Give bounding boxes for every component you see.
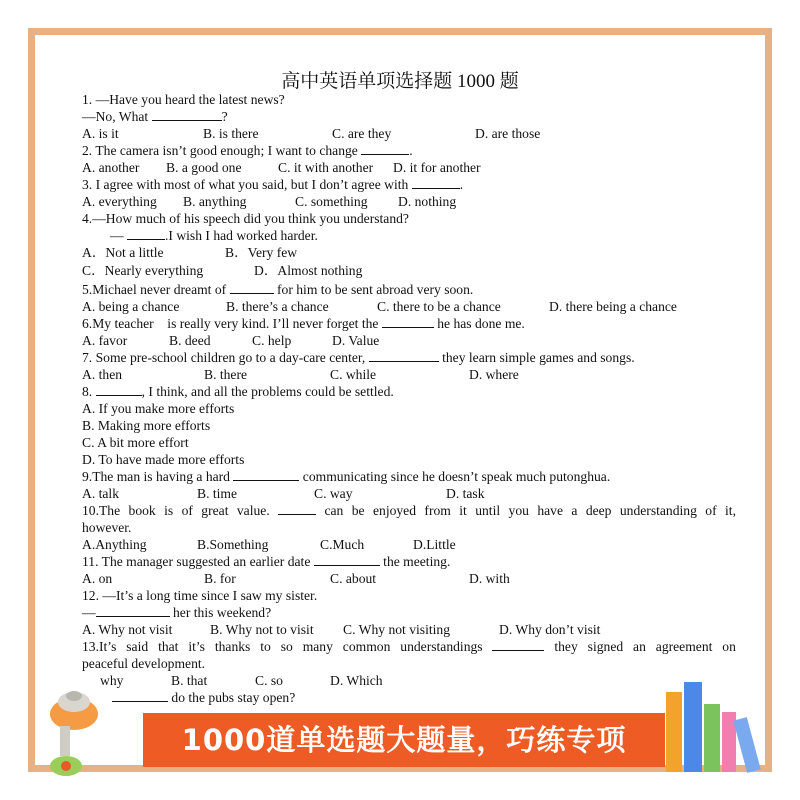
question-4-options-ab (82, 244, 736, 262)
option-a[interactable]: A.Anything (82, 536, 147, 552)
option-d[interactable]: D. where (469, 366, 519, 382)
option-d[interactable]: D. are those (475, 126, 541, 141)
answer-blank[interactable] (96, 383, 142, 396)
option-b[interactable]: B.Something (197, 536, 269, 552)
answer-blank[interactable] (96, 604, 170, 617)
answer-blank[interactable] (278, 502, 316, 515)
option-c[interactable]: C. it with another (278, 160, 374, 175)
question-8-option-a[interactable]: A. If you make more efforts (82, 400, 235, 416)
option-b[interactable]: B. a good one (166, 160, 242, 175)
question-6-stem: 6.My teacher is really very kind. I’ll never forget the he has done me. (82, 315, 525, 331)
question-10-line2: however. (82, 519, 132, 535)
option-d[interactable]: D. Why don’t visit (499, 621, 601, 637)
option-c[interactable]: C. help (252, 332, 292, 348)
question-4-options-cd (82, 262, 736, 280)
question-12-stem: 12. —It’s a long time since I saw my sister. (82, 587, 318, 603)
question-11-stem: 11. The manager suggested an earlier date the meeting. (82, 553, 451, 569)
question-12-options (82, 621, 736, 638)
question-9-stem: 9.The man is having a hard communicating since he doesn’t speak much putonghua. (82, 468, 611, 484)
question-13-options (82, 672, 736, 689)
option-d[interactable]: D.Little (413, 536, 456, 552)
option-a[interactable]: A. on (82, 570, 113, 586)
question-2-stem: 2. The camera isn’t good enough; I want to change . (82, 143, 413, 158)
option-d[interactable]: D. Which (330, 672, 383, 688)
option-c[interactable]: C. so (255, 672, 283, 688)
question-13-stem: 13.It’s said that it’s thanks to so many common understandings they signed an agreement on (82, 638, 736, 654)
question-4-line2: — .I wish I had worked harder. (110, 228, 318, 243)
question-list (82, 91, 736, 706)
question-14-stem: do the pubs stay open? (82, 689, 736, 706)
option-d[interactable]: D. it for another (393, 160, 481, 175)
option-c[interactable]: C. while (330, 366, 377, 382)
answer-blank[interactable] (492, 638, 544, 651)
option-d[interactable]: D. there being a chance (549, 298, 677, 314)
option-a[interactable]: A．Not a little (82, 245, 164, 260)
question-10-stem: 10.The book is of great value. can be enjoyed from it until you have a deep understanding of it, (82, 502, 736, 518)
option-a[interactable]: why (100, 672, 124, 688)
option-b[interactable]: B. anything (183, 194, 247, 209)
question-6-options (82, 332, 736, 349)
option-a[interactable]: A. Why not visit (82, 621, 173, 637)
answer-blank[interactable] (369, 349, 439, 362)
option-d[interactable]: D. task (446, 485, 485, 501)
option-b[interactable]: B. there (204, 366, 248, 382)
option-d[interactable]: D．Almost nothing (254, 263, 363, 279)
question-9-options (82, 485, 736, 502)
answer-blank[interactable] (152, 108, 222, 121)
option-c[interactable]: C. something (295, 194, 368, 209)
answer-blank[interactable] (233, 468, 299, 481)
answer-blank[interactable] (382, 315, 434, 328)
option-c[interactable]: C．Nearly everything (82, 263, 204, 279)
question-8-stem: 8. , I think, and all the problems could be settled. (82, 383, 394, 399)
option-c[interactable]: C. about (330, 570, 377, 586)
option-b[interactable]: B. time (197, 485, 238, 501)
option-c[interactable]: C. Why not visiting (343, 621, 450, 637)
option-a[interactable]: A. another (82, 160, 140, 175)
option-c[interactable]: C. there to be a chance (377, 298, 501, 314)
question-2-options (82, 159, 736, 176)
question-4-stem: 4.—How much of his speech did you think you understand? (82, 211, 409, 226)
option-a[interactable]: A. talk (82, 485, 119, 501)
question-1-options (82, 125, 736, 142)
page-title: 高中英语单项选择题 1000 题 (281, 71, 519, 92)
option-b[interactable]: B. there’s a chance (226, 298, 329, 314)
question-3-stem: 3. I agree with most of what you said, but I don’t agree with . (82, 177, 464, 192)
option-b[interactable]: B. Why not to visit (210, 621, 314, 637)
option-a[interactable]: A. everything (82, 194, 157, 209)
option-c[interactable]: C.Much (320, 536, 365, 552)
option-c[interactable]: C. way (314, 485, 353, 501)
option-b[interactable]: B. that (171, 672, 208, 688)
option-d[interactable]: D. nothing (398, 194, 457, 209)
promo-banner-text: 1000道单选题大题量，巧练专项 (181, 723, 627, 757)
option-d[interactable]: D. with (469, 570, 510, 586)
option-a[interactable]: A. is it (82, 126, 119, 141)
question-5-options (82, 298, 736, 315)
books-icon (660, 672, 770, 777)
question-7-options (82, 366, 736, 383)
question-8-option-d[interactable]: D. To have made more efforts (82, 451, 245, 467)
option-b[interactable]: B．Very few (225, 245, 298, 260)
question-1-line2: —No, What ? (82, 109, 228, 124)
desk-lamp-icon (40, 672, 150, 782)
answer-blank[interactable] (230, 281, 274, 294)
option-b[interactable]: B. is there (203, 126, 259, 141)
question-3-options (82, 193, 736, 210)
answer-blank[interactable] (361, 142, 409, 155)
option-d[interactable]: D. Value (332, 332, 380, 348)
question-8-option-c[interactable]: C. A bit more effort (82, 434, 189, 450)
option-a[interactable]: A. favor (82, 332, 128, 348)
option-a[interactable]: A. then (82, 366, 123, 382)
question-1-stem: 1. —Have you heard the latest news? (82, 92, 285, 107)
question-8-option-b[interactable]: B. Making more efforts (82, 417, 211, 433)
answer-blank[interactable] (412, 176, 460, 189)
answer-blank[interactable] (314, 553, 380, 566)
option-a[interactable]: A. being a chance (82, 298, 180, 314)
option-b[interactable]: B. for (204, 570, 236, 586)
option-b[interactable]: B. deed (169, 332, 211, 348)
question-10-options (82, 536, 736, 553)
question-5-stem: 5.Michael never dreamt of for him to be sent abroad very soon. (82, 281, 474, 297)
question-11-options (82, 570, 736, 587)
option-c[interactable]: C. are they (332, 126, 392, 141)
question-12-line2: — her this weekend? (82, 604, 272, 620)
question-13-line2: peaceful development. (82, 655, 206, 671)
question-7-stem: 7. Some pre-school children go to a day-care center, they learn simple games and songs. (82, 349, 635, 365)
answer-blank[interactable] (127, 227, 165, 240)
